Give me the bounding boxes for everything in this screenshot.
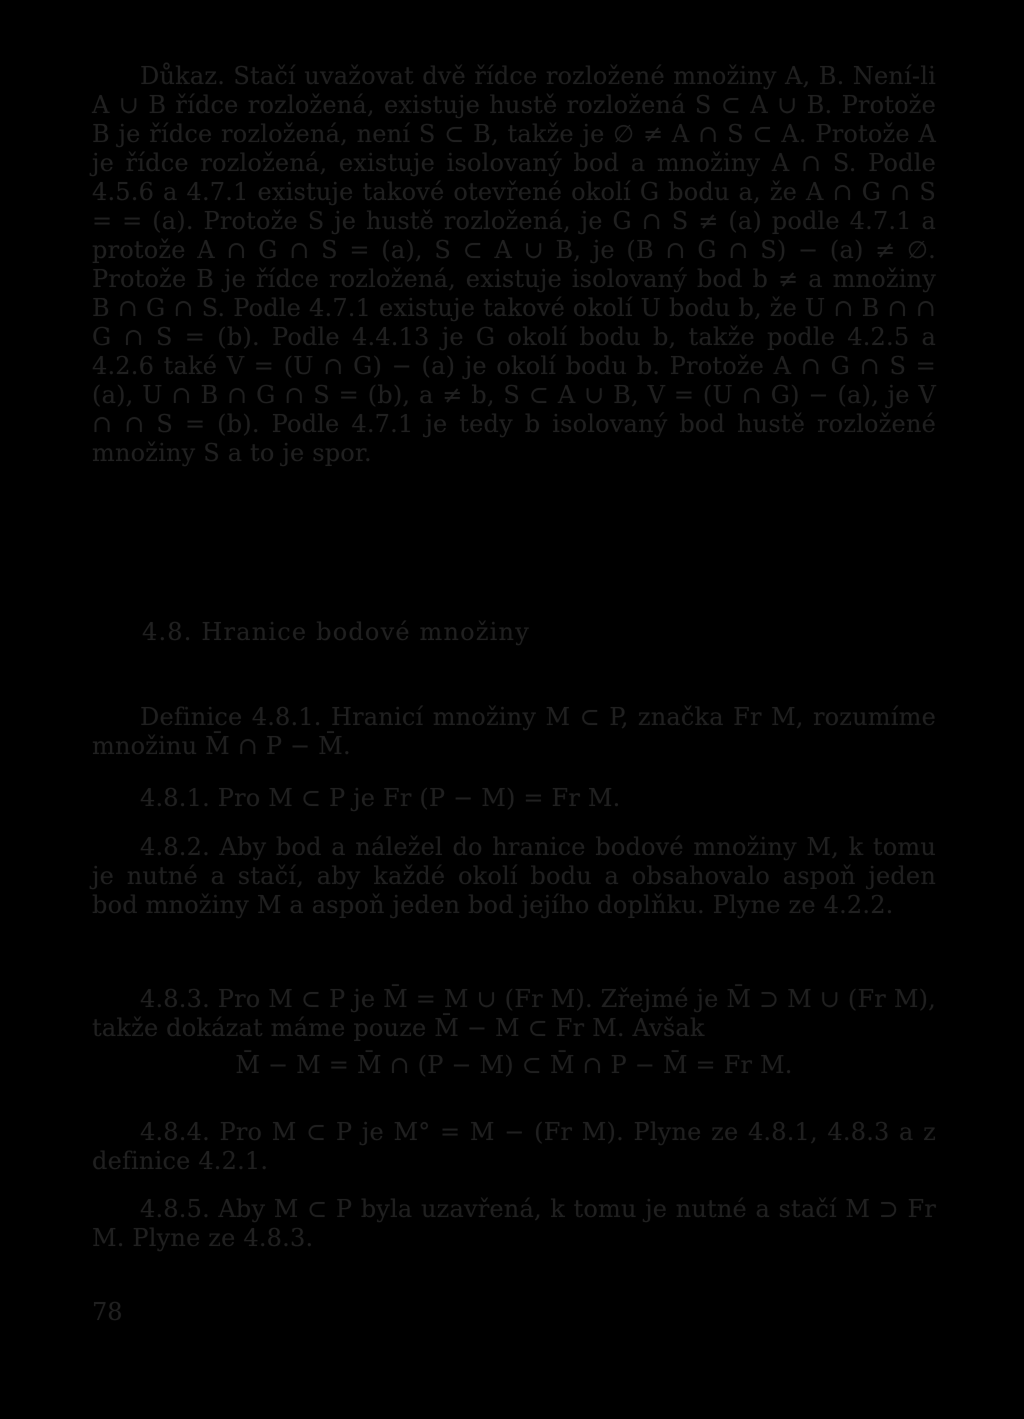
item-4-8-1 bbox=[140, 784, 936, 813]
item-4-8-3-text: 4.8.3. Pro M ⊂ P je M̄ = M ∪ (Fr M). Zřejmé je M̄ ⊃ M ∪ (Fr M), takže dokázat máme pouze M̄ − M ⊂ Fr M. Avšak bbox=[92, 985, 936, 1042]
proof-text: Důkaz. Stačí uvažovat dvě řídce rozložené množiny A, B. Není-li A ∪ B řídce rozložená, existuje hustě rozložená S ⊂ A ∪ B. Protože B je řídce rozložená, není S ⊂ B, takže je ∅ ≠ A ∩ S ⊂ A. Protože A je řídce rozložená, existuje isolovaný bod a množiny A ∩ S. Podle 4.5.6 a 4.7.1 existuje takové otevřené okolí G bodu a, že A ∩ G ∩ S = = (a). Protože S je hustě rozložená, je G ∩ S ≠ (a) podle 4.7.1 a protože A ∩ G ∩ S = (a), S ⊂ A ∪ B, je (B ∩ G ∩ S) − (a) ≠ ∅. Protože B je řídce rozložená, existuje isolovaný bod b ≠ a množiny B ∩ G ∩ S. Podle 4.7.1 existuje takové okolí U bodu b, že U ∩ B ∩ ∩ G ∩ S = (b). Podle 4.4.13 je G okolí bodu b, takže podle 4.2.5 a 4.2.6 také V = (U ∩ G) − (a) je okolí bodu b. Protože A ∩ G ∩ S = (a), U ∩ B ∩ G ∩ S = (b), a ≠ b, S ⊂ A ∪ B, V = (U ∩ G) − (a), je V ∩ ∩ S = (b). Podle 4.7.1 je tedy b isolovaný bod hustě rozložené množiny S a to je spor. bbox=[92, 62, 936, 467]
section-heading bbox=[142, 618, 642, 647]
item-4-8-2-text: 4.8.2. Aby bod a náležel do hranice bodové množiny M, k tomu je nutné a stačí, aby každé okolí bodu a obsahovalo aspoň jeden bod množiny M a aspoň jeden bod jejího doplňku. Plyne ze 4.2.2. bbox=[92, 833, 936, 919]
item-4-8-4-text: 4.8.4. Pro M ⊂ P je M° = M − (Fr M). Plyne ze 4.8.1, 4.8.3 a z definice 4.2.1. bbox=[92, 1118, 936, 1175]
section-heading-text: 4.8. Hranice bodové množiny bbox=[142, 618, 530, 646]
item-4-8-4 bbox=[92, 1118, 936, 1176]
item-4-8-5-text: 4.8.5. Aby M ⊂ P byla uzavřená, k tomu je nutné a stačí M ⊃ Fr M. Plyne ze 4.8.3. bbox=[92, 1195, 936, 1252]
item-4-8-1-text: 4.8.1. Pro M ⊂ P je Fr (P − M) = Fr M. bbox=[140, 784, 621, 812]
page-number: 78 bbox=[92, 1298, 123, 1326]
definition-paragraph bbox=[92, 703, 936, 761]
item-4-8-2 bbox=[92, 833, 936, 920]
item-4-8-3 bbox=[92, 985, 936, 1080]
item-4-8-5 bbox=[92, 1195, 936, 1253]
item-4-8-3-display-formula: M̄ − M = M̄ ∩ (P − M) ⊂ M̄ ∩ P − M̄ = Fr M. bbox=[235, 1051, 793, 1079]
definition-text: Definice 4.8.1. Hranicí množiny M ⊂ P, značka Fr M, rozumíme množinu M̄ ∩ P − M̄. bbox=[92, 703, 936, 760]
proof-paragraph bbox=[92, 62, 936, 468]
